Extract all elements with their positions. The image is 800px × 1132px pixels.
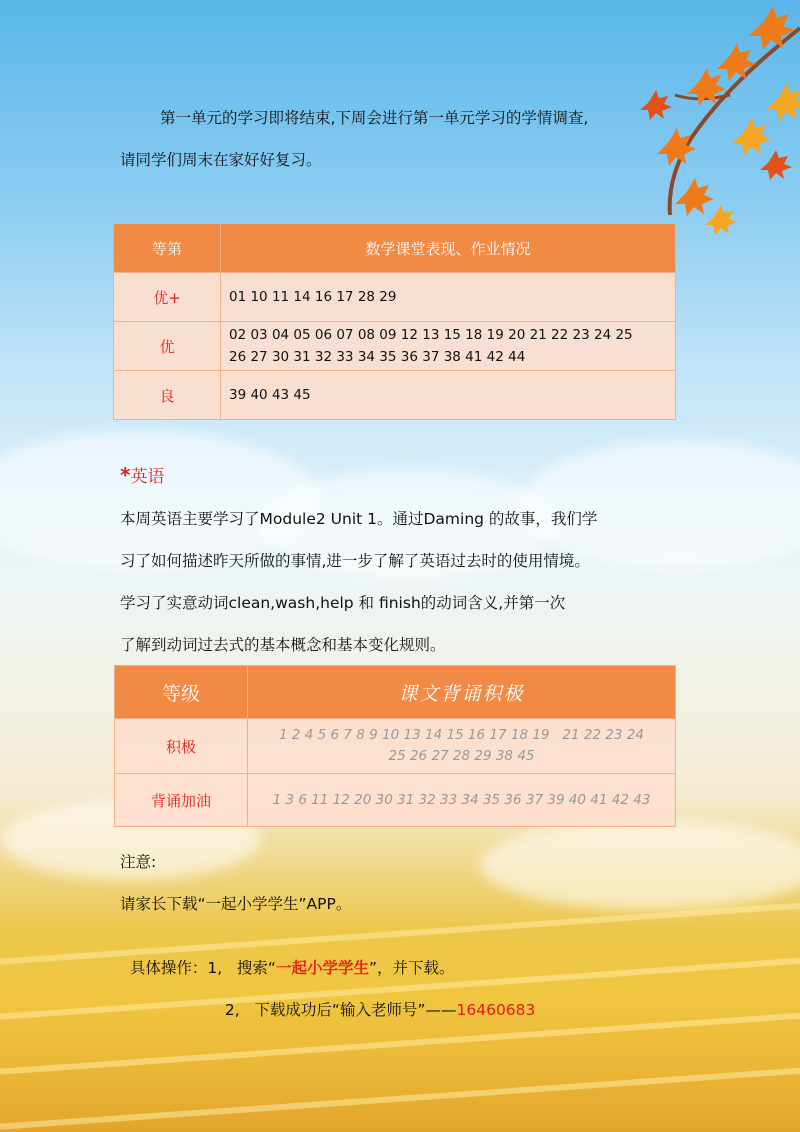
operation-prefix: 具体操作：1, 搜索“ [129,959,276,977]
student-numbers [221,273,676,322]
step2-prefix: 2, 下载成功后“输入老师号”—— [224,1001,457,1019]
english-line-1: 本周英语主要学习了Module2 Unit 1。通过Daming 的故事，我们学 [120,510,598,528]
student-numbers [248,774,676,827]
numbers-line: 01 10 11 14 16 17 28 29 [229,289,397,305]
math-grade-table [113,223,676,420]
table-row [114,322,676,371]
math-header-content: 数学课堂表现、作业情况 [221,224,676,273]
table-row [115,774,676,827]
grade-label: 良 [114,371,221,420]
recite-table-header [115,666,676,719]
table-row [114,371,676,420]
recite-header-grade: 等级 [115,666,248,719]
notice-step-2 [215,977,535,1021]
notice-line-1: 请家长下载“一起小学学生”APP。 [120,895,352,913]
student-numbers [221,322,676,371]
english-heading [120,464,164,488]
english-title: 英语 [130,467,165,487]
recite-header-content: 课文背诵积极 [248,666,676,719]
numbers-line: 26 27 30 31 32 33 34 35 36 37 38 41 42 44 [229,349,526,365]
notice-title: 注意: [120,853,157,871]
student-numbers [248,719,676,774]
english-line-3: 学习了实意动词clean,wash,help 和 finish的动词含义,并第一次 [120,594,566,612]
star-icon: * [120,463,131,487]
numbers-line: 1 2 4 5 6 7 8 9 10 13 14 15 16 17 18 19 21 22 23 24 [279,727,644,743]
student-numbers [221,371,676,420]
notice-operation [120,935,455,979]
numbers-line: 39 40 43 45 [229,387,311,403]
english-line-2: 习了如何描述昨天所做的事情,进一步了解了英语过去时的使用情境。 [120,552,590,570]
intro-line-1: 第一单元的学习即将结束,下周会进行第一单元学习的学情调查, [160,109,589,127]
grade-label: 积极 [115,719,248,774]
recite-grade-table [114,665,676,827]
grade-label: 优 [114,322,221,371]
grade-label: 背诵加油 [115,774,248,827]
math-table-header [114,224,676,273]
app-name: 一起小学学生 [275,959,369,977]
english-line-4: 了解到动词过去式的基本概念和基本变化规则。 [120,636,446,654]
numbers-line: 02 03 04 05 06 07 08 09 12 13 15 18 19 20 21 22 23 24 25 [229,327,633,343]
table-row [115,719,676,774]
math-header-grade: 等第 [114,224,221,273]
numbers-line: 25 26 27 28 29 38 45 [388,748,535,764]
numbers-line: 1 3 6 11 12 20 30 31 32 33 34 35 36 37 39 40 41 42 43 [272,791,651,808]
operation-suffix: ”，并下载。 [368,959,455,977]
teacher-number: 16460683 [456,1001,536,1019]
intro-line-2: 请同学们周末在家好好复习。 [120,151,322,169]
table-row [114,273,676,322]
grade-label: 优+ [114,273,221,322]
